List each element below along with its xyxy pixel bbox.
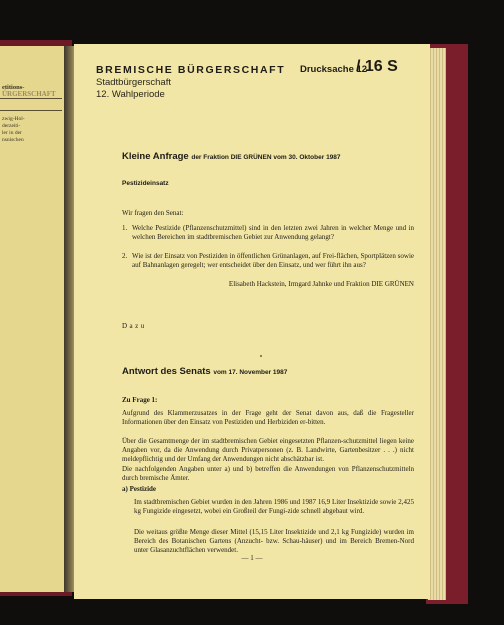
divider [0,110,62,111]
page-number: — 1 — [241,554,263,562]
section-a-label: a) Pestizide [122,485,157,493]
page-edges [428,48,446,600]
inquiry-title [122,151,341,162]
left-page-fragment: derzeiti- [2,123,21,129]
left-page-fragment: etitions- [2,84,25,91]
inquiry-intro: Wir fragen den Senat: [122,209,184,217]
left-page-fragment: nsnischen [2,137,24,143]
inquiry-title-suffix: der Fraktion DIE GRÜNEN vom 30. Oktober 1987 [191,154,341,161]
divider [0,98,62,99]
question-number: 1. [122,224,128,232]
question-text: Welche Pestizide (Pflanzenschutzmittel) sind in den letzten zwei Jahren in welcher Menge und in welchen Bereichen im stadtbremischen Gebiet zur Anwendung gelangt? [132,224,414,241]
organization-name: BREMISCHE BÜRGERSCHAFT [96,64,286,76]
document-number: / 16 S [356,58,398,75]
parliament-body: Stadtbürgerschaft [96,77,171,88]
speck [260,355,262,357]
answer-title [122,366,287,377]
answer-title-text: Antwort des Senats [122,366,211,377]
answer-paragraph: Über die Gesamtmenge der im stadtbremischen Gebiet eingesetzten Pflanzen-schutzmittel liegen keine Angaben vor, da die Anwendung durch Privatpersonen (z. B. Landwirte, Gartenbesitzer . . .) nicht meldepflichtig und der Umfang der Anwendungen nicht abschätzbar ist. [122,437,414,463]
question-label: Zu Frage 1: [122,396,158,404]
legislative-period: 12. Wahlperiode [96,89,165,100]
left-page-fragment: zwig-Hol- [2,116,25,122]
question-number: 2. [122,252,128,260]
answer-paragraph: Aufgrund des Klammerzusatzes in der Frage geht der Senat davon aus, daß die Fragesteller Informationen über den Einsatz von Pestiziden und Herbiziden er-bitten. [122,409,414,426]
section-a-paragraph: Im stadtbremischen Gebiet wurden in den Jahren 1986 und 1987 16,9 Liter Insektizide sowie 2,425 kg Fungizide eingesetzt, wobei ein Großteil der Fungi-zide schnell abgebaut wird. [134,498,414,515]
separator-dazu: Dazu [122,322,147,330]
document-label: Drucksache 12 [300,64,368,75]
inquiry-title-text: Kleine Anfrage [122,151,189,162]
answer-title-suffix: vom 17. November 1987 [213,369,288,376]
section-a-paragraph: Die weitaus größte Menge dieser Mittel (15,15 Liter Insektizide und 2,1 kg Fungizide) wurden im Bereich des Botanischen Gartens (Anzucht- bzw. Schau-häuser) und im Bereich Bremen-Nord unter Glasanzuchtflächen verwendet. [134,528,414,554]
inquiry-subject: Pestizideinsatz [122,180,169,187]
inquiry-signature: Elisabeth Hackstein, Irmgard Jahnke und Fraktion DIE GRÜNEN [228,280,414,288]
left-page-fragment: ÜRGERSCHAFT [2,90,56,98]
left-page [0,46,66,592]
document-page [74,44,430,599]
question-text: Wie ist der Einsatz von Pestiziden in öffentlichen Grünanlagen, auf Frei-flächen, Sportplätzen sowie auf Bahnanlagen geregelt; wer entscheidet über den Einsatz, und wer führt ihn aus? [132,252,414,269]
answer-paragraph: Die nachfolgenden Angaben unter a) und b) betreffen die Anwendungen von Pflanzenschutzmitteln durch bremische Ämter. [122,465,414,482]
left-page-fragment: ler in der [2,130,22,136]
